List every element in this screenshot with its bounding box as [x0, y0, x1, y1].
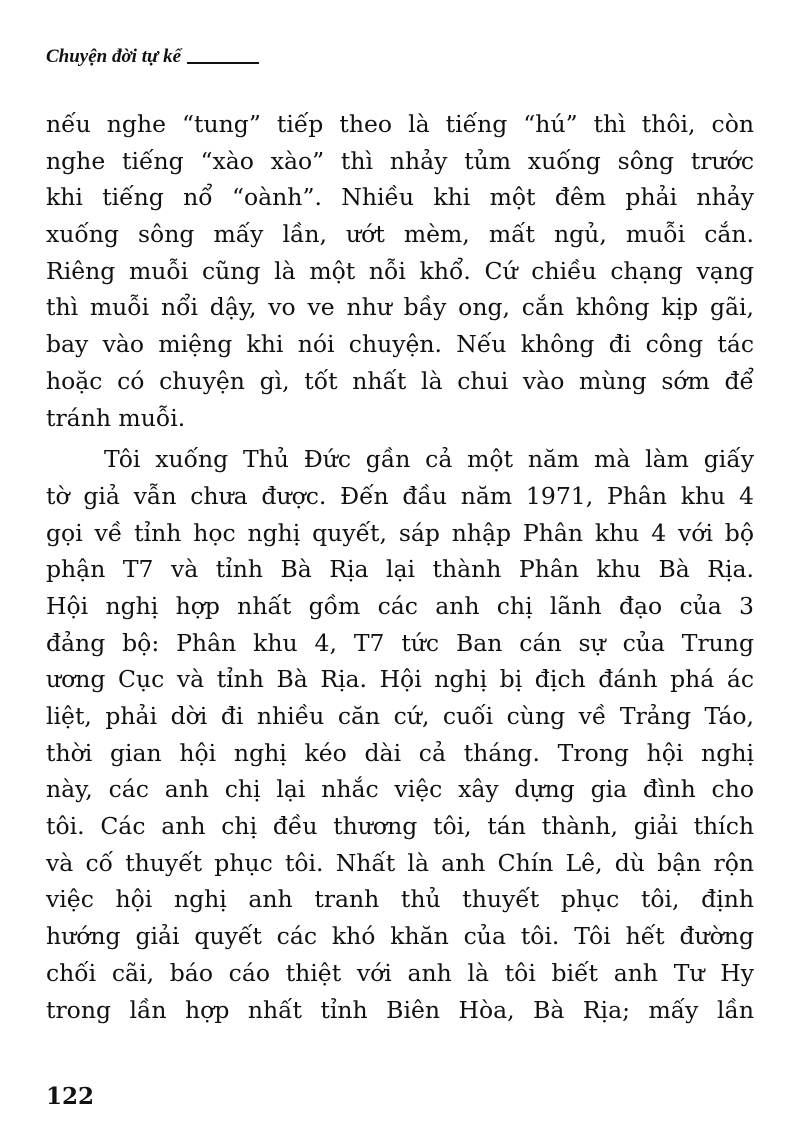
text-line: Hội nghị hợp nhất gồm các anh chị lãnh đạo của 3: [46, 591, 754, 620]
text-line: gọi về tỉnh học nghị quyết, sáp nhập Phân khu 4 với bộ: [46, 518, 754, 547]
text-line: phận T7 và tỉnh Bà Rịa lại thành Phân khu Bà Rịa.: [46, 555, 754, 584]
paragraph-2: [46, 441, 754, 1028]
text-line: thời gian hội nghị kéo dài cả tháng. Trong hội nghị: [46, 738, 754, 767]
text-line: liệt, phải dời đi nhiều căn cứ, cuối cùng về Trảng Táo,: [46, 702, 754, 730]
text-line: tờ giả vẫn chưa được. Đến đầu năm 1971, Phân khu 4: [46, 481, 754, 510]
text-line: Riêng muỗi cũng là một nỗi khổ. Cứ chiều chạng vạng: [46, 256, 754, 285]
text-line: bay vào miệng khi nói chuyện. Nếu không đi công tác: [46, 330, 754, 359]
text-line: tránh muỗi.: [46, 403, 186, 432]
body-text: [46, 106, 754, 1028]
running-head-rule: [187, 62, 259, 64]
running-head: [46, 46, 259, 68]
text-line: xuống sông mấy lần, ướt mèm, mất ngủ, muỗi cắn.: [46, 220, 754, 249]
text-line: việc hội nghị anh tranh thủ thuyết phục tôi, định: [46, 885, 754, 914]
text-line: chối cãi, báo cáo thiệt với anh là tôi biết anh Tư Hy: [46, 958, 754, 987]
text-line: đảng bộ: Phân khu 4, T7 tức Ban cán sự của Trung: [46, 628, 754, 657]
text-line: hướng giải quyết các khó khăn của tôi. Tôi hết đường: [46, 922, 754, 951]
text-line: hoặc có chuyện gì, tốt nhất là chui vào mùng sớm để: [46, 366, 754, 395]
text-line: tôi. Các anh chị đều thương tôi, tán thành, giải thích: [46, 812, 754, 841]
text-line: này, các anh chị lại nhắc việc xây dựng gia đình cho: [46, 775, 754, 804]
page-number: 122: [46, 1083, 95, 1110]
text-line: trong lần hợp nhất tỉnh Biên Hòa, Bà Rịa; mấy lần: [46, 995, 754, 1024]
text-line: nghe tiếng “xào xào” thì nhảy tủm xuống sông trước: [46, 146, 754, 175]
paragraph-1: [46, 106, 754, 436]
text-line: Tôi xuống Thủ Đức gần cả một năm mà làm giấy: [104, 445, 754, 474]
text-line: ương Cục và tỉnh Bà Rịa. Hội nghị bị địch đánh phá ác: [46, 665, 754, 694]
text-line: khi tiếng nổ “oành”. Nhiều khi một đêm phải nhảy: [46, 183, 754, 212]
text-line: nếu nghe “tung” tiếp theo là tiếng “hú” thì thôi, còn: [46, 110, 754, 138]
text-line: và cố thuyết phục tôi. Nhất là anh Chín Lê, dù bận rộn: [46, 848, 754, 877]
running-head-title: Chuyện đời tự kể: [46, 46, 182, 67]
text-line: thì muỗi nổi dậy, vo ve như bầy ong, cắn không kịp gãi,: [46, 293, 754, 322]
